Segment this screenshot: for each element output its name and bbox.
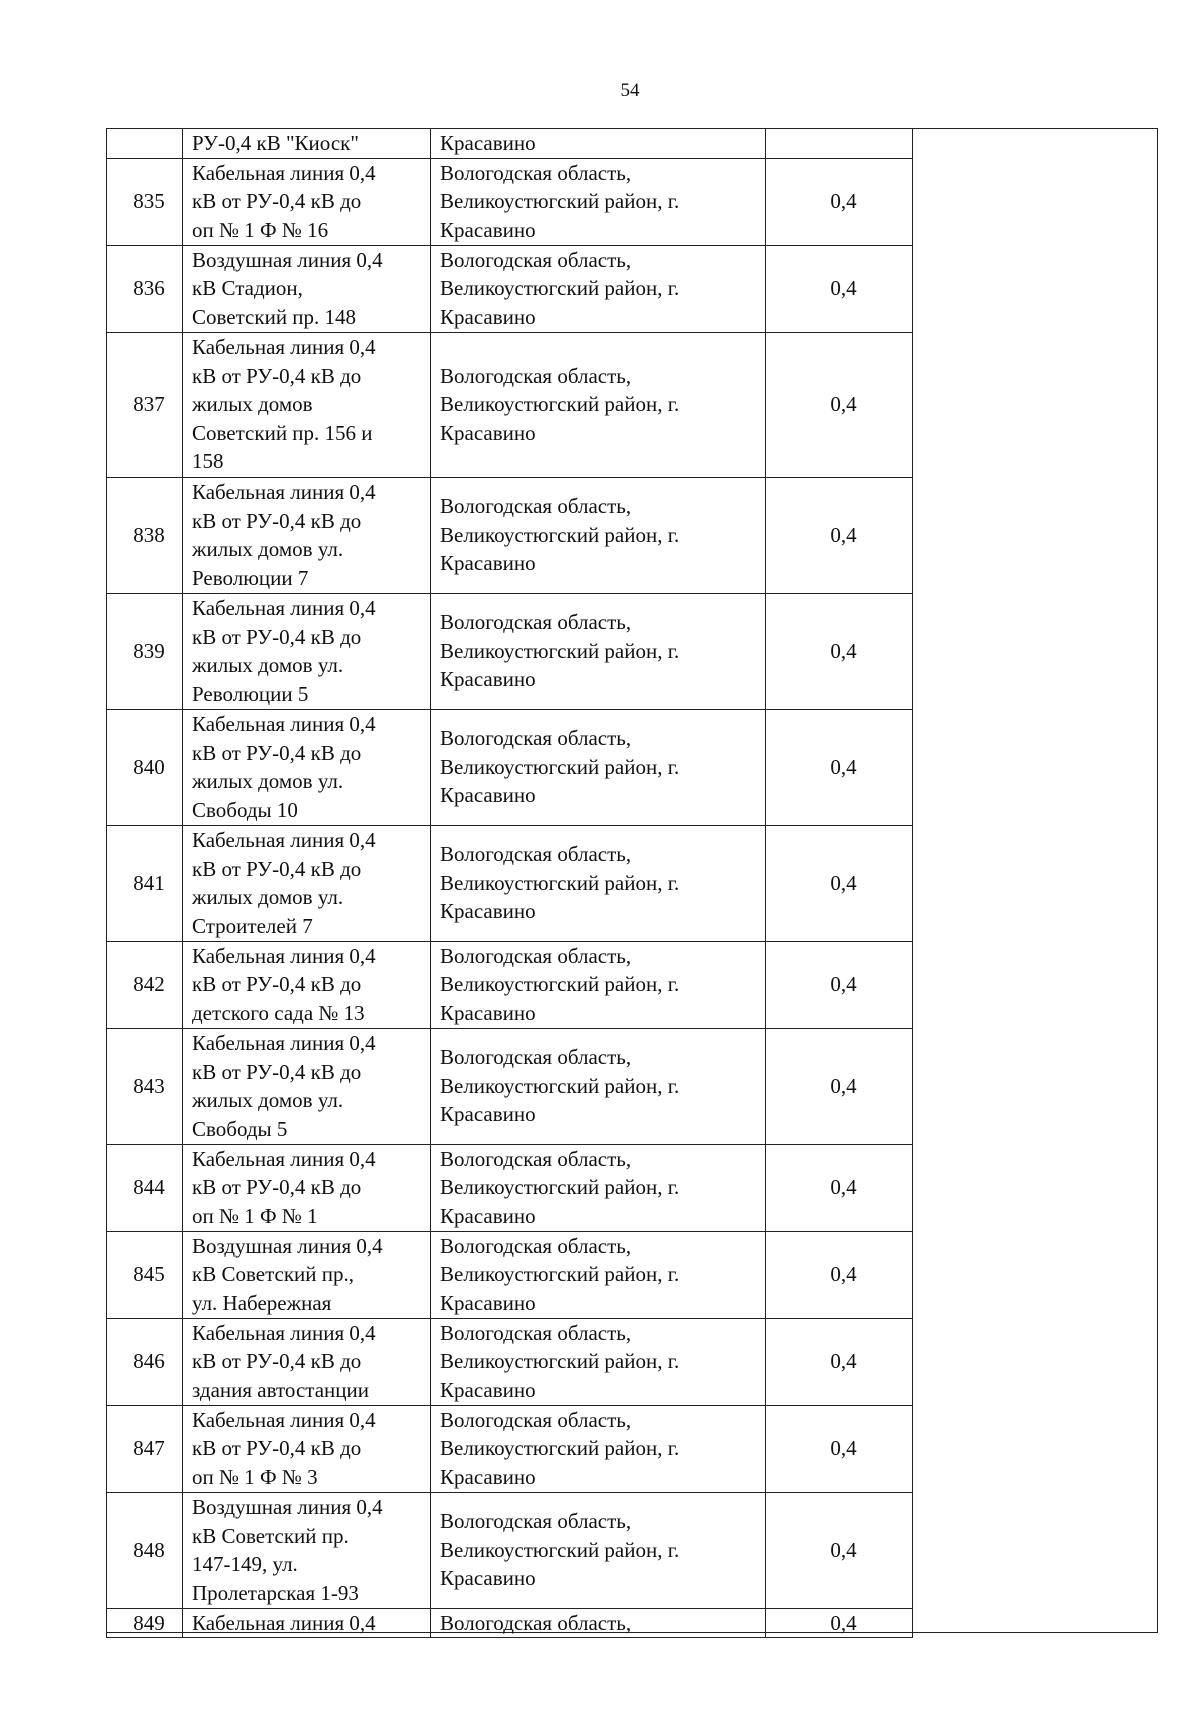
row-number: 839 [107,593,183,709]
object-name-cell [183,709,431,825]
location-line: Вологодская область, [440,1509,632,1534]
table-row [107,593,913,709]
object-name-line: Кабельная линия 0,4 [192,1031,376,1055]
table-row [107,158,913,245]
location-line: Красавино [440,131,536,155]
voltage-cell: 0,4 [766,593,913,709]
location-cell [431,1318,766,1405]
table-row [107,1231,913,1318]
object-name-line: Воздушная линия 0,4 [192,1233,383,1258]
object-name-line: Строителей 7 [192,913,313,938]
location-cell [431,1028,766,1144]
location-line: Великоустюгский район, г. [440,522,680,547]
location-line: Великоустюгский район, г. [440,638,680,663]
object-name-line: Революции 5 [192,681,309,706]
row-number: 835 [107,158,183,245]
table-row [107,477,913,593]
location-line: Вологодская область, [440,247,632,272]
location-line: Вологодская область, [440,1320,632,1345]
voltage-cell: 0,4 [766,1144,913,1231]
location-cell [431,941,766,1028]
table-row [107,941,913,1028]
location-cell [431,1231,766,1318]
object-name-cell [183,1028,431,1144]
object-name-line: кВ от РУ-0,4 кВ до [192,508,362,533]
location-line: Великоустюгский район, г. [440,276,680,301]
voltage-cell: 0,4 [766,1608,913,1638]
voltage-cell: 0,4 [766,332,913,477]
object-name-line: Кабельная линия 0,4 [192,1407,376,1432]
location-cell [431,825,766,941]
object-name-line: Революции 7 [192,565,309,590]
location-cell [431,245,766,332]
location-line: Вологодская область, [440,943,632,968]
location-line: Вологодская область, [440,726,632,751]
location-line: Великоустюгский район, г. [440,754,680,779]
object-name-cell [183,1608,431,1638]
object-name-line: Кабельная линия 0,4 [192,1610,376,1635]
row-number [107,129,183,159]
table-row [107,1608,913,1638]
location-line: Красавино [440,551,536,576]
object-name-line: оп № 1 Ф № 1 [192,1203,318,1228]
object-name-line: кВ от РУ-0,4 кВ до [192,189,362,214]
location-line: Великоустюгский район, г. [440,972,680,997]
location-cell [431,477,766,593]
location-line: Красавино [440,1377,536,1402]
object-name-line: кВ от РУ-0,4 кВ до [192,856,362,881]
location-line: Великоустюгский район, г. [440,1349,680,1374]
row-number: 845 [107,1231,183,1318]
voltage-cell: 0,4 [766,477,913,593]
row-number: 836 [107,245,183,332]
object-name-line: 158 [192,449,224,474]
location-line: Красавино [440,667,536,692]
location-cell [431,332,766,477]
object-name-line: Кабельная линия 0,4 [192,712,376,736]
object-name-line: Кабельная линия 0,4 [192,828,376,852]
row-number: 849 [107,1608,183,1638]
location-line: Великоустюгский район, г. [440,870,680,895]
voltage-cell: 0,4 [766,1028,913,1144]
object-name-cell [183,1318,431,1405]
location-line: Великоустюгский район, г. [440,1436,680,1461]
row-number: 844 [107,1144,183,1231]
row-number: 847 [107,1405,183,1492]
object-name-line: Воздушная линия 0,4 [192,1495,383,1519]
location-line: Вологодская область, [440,1233,632,1258]
location-line: Красавино [440,304,536,329]
location-line: Великоустюгский район, г. [440,1262,680,1287]
object-name-line: Кабельная линия 0,4 [192,1320,376,1345]
object-name-cell [183,1405,431,1492]
location-cell [431,1608,766,1638]
object-name-line: Советский пр. 148 [192,304,357,329]
location-line: Великоустюгский район, г. [440,1175,680,1200]
object-name-cell [183,477,431,593]
location-line: Великоустюгский район, г. [440,1073,680,1098]
page-number: 54 [620,80,640,101]
object-name-line: кВ Стадион, [192,276,303,301]
object-name-line: кВ от РУ-0,4 кВ до [192,1059,362,1084]
row-number: 843 [107,1028,183,1144]
row-number: 838 [107,477,183,593]
object-name-line: оп № 1 Ф № 3 [192,1464,318,1489]
location-line: Красавино [440,899,536,924]
object-name-line: жилых домов [192,392,313,417]
object-name-line: кВ от РУ-0,4 кВ до [192,624,362,649]
table-row [107,825,913,941]
object-name-line: кВ от РУ-0,4 кВ до [192,363,362,388]
object-name-line: оп № 1 Ф № 16 [192,217,329,242]
location-line: Вологодская область, [440,363,632,388]
object-name-line: здания автостанции [192,1377,369,1402]
object-name-line: Свободы 5 [192,1116,288,1141]
object-name-line: Советский пр. 156 и [192,420,373,445]
object-name-line: кВ Советский пр., [192,1262,355,1287]
location-line: Вологодская область, [440,842,632,867]
row-number: 840 [107,709,183,825]
location-line: Вологодская область, [440,1610,632,1635]
voltage-cell: 0,4 [766,1405,913,1492]
registry-table [106,128,913,1638]
location-line: Красавино [440,1290,536,1315]
location-line: Красавино [440,420,536,445]
object-name-line: детского сада № 13 [192,1000,365,1025]
location-cell [431,129,766,159]
voltage-cell: 0,4 [766,1318,913,1405]
location-line: Вологодская область, [440,1045,632,1070]
object-name-line: жилых домов ул. [192,653,344,677]
location-cell [431,593,766,709]
object-name-cell [183,941,431,1028]
location-line: Вологодская область, [440,494,632,519]
object-name-line: кВ от РУ-0,4 кВ до [192,1349,362,1374]
location-cell [431,1405,766,1492]
object-name-cell [183,1492,431,1608]
location-line: Красавино [440,1464,536,1489]
location-line: Вологодская область, [440,160,632,185]
object-name-line: жилых домов ул. [192,769,344,793]
location-cell [431,158,766,245]
location-cell [431,709,766,825]
object-name-line: кВ от РУ-0,4 кВ до [192,1436,362,1461]
table-row [107,1405,913,1492]
object-name-line: жилых домов ул. [192,1088,344,1112]
voltage-cell: 0,4 [766,1231,913,1318]
location-line: Великоустюгский район, г. [440,392,680,417]
object-name-line: Воздушная линия 0,4 [192,247,383,272]
object-name-line: жилых домов ул. [192,537,344,561]
table-row [107,332,913,477]
location-line: Вологодская область, [440,1407,632,1432]
location-line: Красавино [440,1203,536,1228]
voltage-cell: 0,4 [766,1492,913,1608]
object-name-line: кВ от РУ-0,4 кВ до [192,972,362,997]
voltage-cell: 0,4 [766,941,913,1028]
object-name-line: Кабельная линия 0,4 [192,596,376,620]
object-name-cell [183,1144,431,1231]
location-line: Вологодская область, [440,610,632,635]
voltage-cell: 0,4 [766,709,913,825]
location-cell [431,1144,766,1231]
table-row [107,1318,913,1405]
table-row [107,1492,913,1608]
object-name-line: 147-149, ул. [192,1552,298,1576]
object-name-line: Пролетарская 1-93 [192,1580,359,1605]
object-name-line: кВ Советский пр. [192,1523,349,1548]
object-name-line: Кабельная линия 0,4 [192,335,376,360]
table-row [107,245,913,332]
voltage-cell: 0,4 [766,158,913,245]
location-cell [431,1492,766,1608]
row-number: 848 [107,1492,183,1608]
object-name-line: жилых домов ул. [192,885,344,909]
row-number: 846 [107,1318,183,1405]
object-name-cell [183,245,431,332]
object-name-line: Кабельная линия 0,4 [192,943,376,968]
object-name-cell [183,158,431,245]
location-line: Красавино [440,1000,536,1025]
location-line: Красавино [440,783,536,808]
row-number: 837 [107,332,183,477]
table-row [107,129,913,159]
object-name-cell [183,129,431,159]
object-name-line: Свободы 10 [192,797,298,822]
voltage-cell [766,129,913,159]
object-name-cell [183,825,431,941]
location-line: Вологодская область, [440,1146,632,1171]
object-name-line: кВ от РУ-0,4 кВ до [192,1175,362,1200]
voltage-cell: 0,4 [766,825,913,941]
location-line: Красавино [440,217,536,242]
object-name-line: ул. Набережная [192,1290,332,1315]
location-line: Красавино [440,1566,536,1591]
voltage-cell: 0,4 [766,245,913,332]
table-row [107,709,913,825]
object-name-line: Кабельная линия 0,4 [192,160,376,185]
row-number: 842 [107,941,183,1028]
table-row [107,1028,913,1144]
location-line: Великоустюгский район, г. [440,1537,680,1562]
location-line: Красавино [440,1102,536,1127]
object-name-cell [183,332,431,477]
object-name-line: Кабельная линия 0,4 [192,1146,376,1171]
object-name-line: РУ-0,4 кВ "Киоск" [192,131,359,155]
object-name-line: кВ от РУ-0,4 кВ до [192,740,362,765]
object-name-cell [183,593,431,709]
object-name-line: Кабельная линия 0,4 [192,480,376,504]
location-line: Великоустюгский район, г. [440,189,680,214]
table-row [107,1144,913,1231]
object-name-cell [183,1231,431,1318]
row-number: 841 [107,825,183,941]
